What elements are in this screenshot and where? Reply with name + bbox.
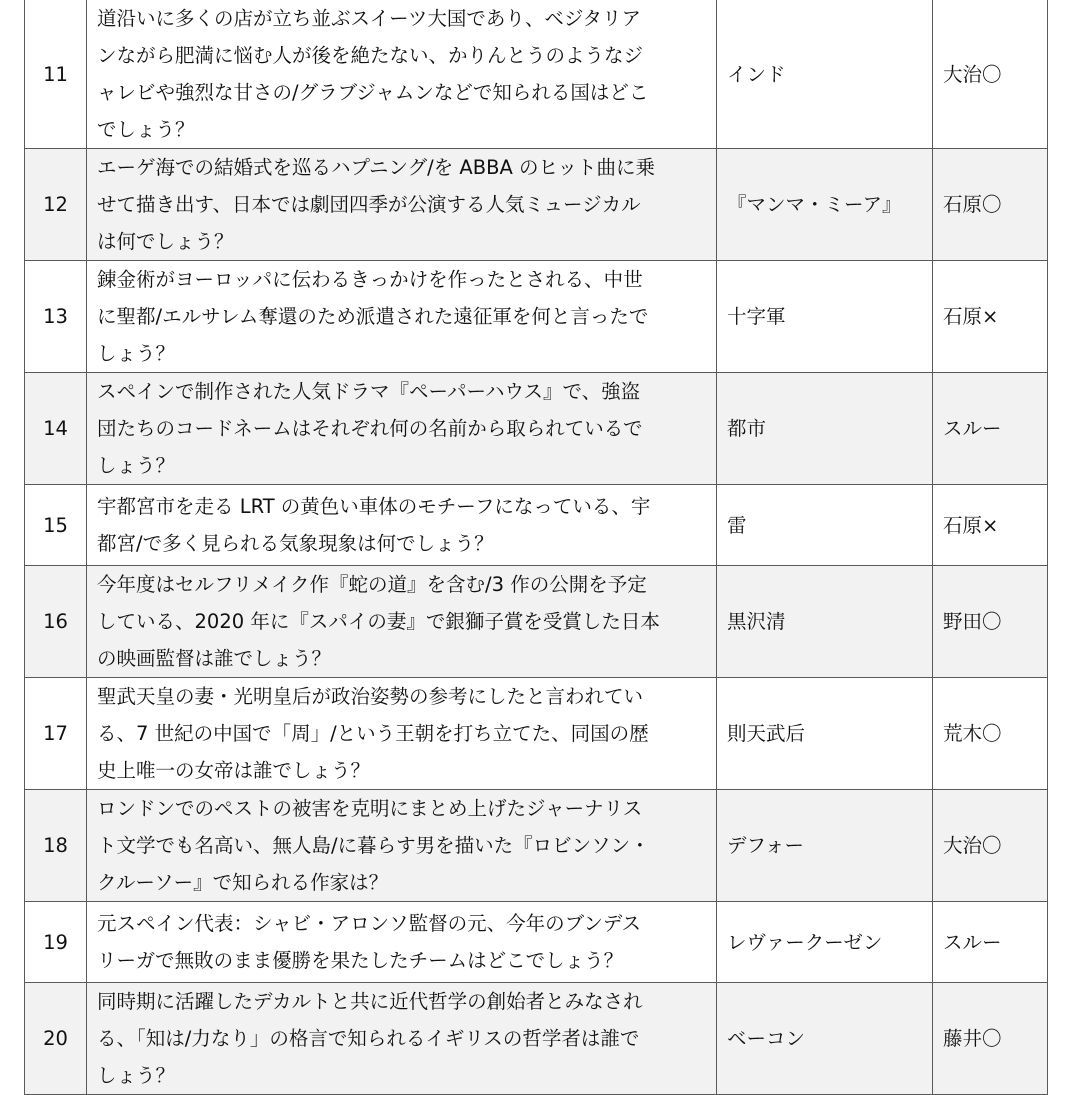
question-number: 13: [25, 261, 87, 373]
table-row: [25, 485, 1048, 566]
answer-cell: ベーコン: [717, 983, 933, 1095]
question-cell: [87, 678, 717, 790]
question-line: 同時期に活躍したデカルトと共に近代哲学の創始者とみなされ: [97, 990, 643, 1013]
question-line: しょう？: [97, 342, 176, 365]
answer-cell: 黒沢清: [717, 566, 933, 678]
question-number: 20: [25, 983, 87, 1095]
question-cell: [87, 0, 717, 149]
question-line: 宇都宮市を走る LRT の黄色い車体のモチーフになっている、宇: [97, 495, 651, 518]
question-cell: [87, 902, 717, 983]
question-number: 16: [25, 566, 87, 678]
result-cell: 大治〇: [933, 0, 1048, 149]
question-number: 18: [25, 790, 87, 902]
question-line: 錬金術がヨーロッパに伝わるきっかけを作ったとされる、中世: [97, 268, 643, 291]
result-cell: スルー: [933, 373, 1048, 485]
question-line: 史上唯一の女帝は誰でしょう？: [97, 759, 371, 782]
answer-cell: レヴァークーゼン: [717, 902, 933, 983]
answer-cell: インド: [717, 0, 933, 149]
question-line: 道沿いに多くの店が立ち並ぶスイーツ大国であり、ベジタリア: [97, 7, 642, 30]
result-cell: 石原〇: [933, 149, 1048, 261]
question-line: しょう？: [97, 454, 176, 477]
question-line: エーゲ海での結婚式を巡るハプニング/を ABBA のヒット曲に乗: [97, 156, 655, 179]
result-cell: スルー: [933, 902, 1048, 983]
question-number: 19: [25, 902, 87, 983]
table-row: [25, 0, 1048, 149]
question-line: ャレビや強烈な甘さの/グラブジャムンなどで知られる国はどこ: [97, 81, 649, 104]
question-number: 17: [25, 678, 87, 790]
result-cell: 荒木〇: [933, 678, 1048, 790]
question-cell: [87, 373, 717, 485]
question-cell: [87, 485, 717, 566]
question-line: 都宮/で多く見られる気象現象は何でしょう？: [97, 532, 494, 555]
question-line: せて描き出す、日本では劇団四季が公演する人気ミュージカル: [97, 193, 641, 216]
table-row: [25, 149, 1048, 261]
table-row: [25, 678, 1048, 790]
table-row: [25, 373, 1048, 485]
result-cell: 石原×: [933, 261, 1048, 373]
question-cell: [87, 983, 717, 1095]
question-line: スペインで制作された人気ドラマ『ペーパーハウス』で、強盗: [97, 380, 641, 403]
question-number: 11: [25, 0, 87, 149]
answer-cell: 十字軍: [717, 261, 933, 373]
question-cell: [87, 261, 717, 373]
question-number: 14: [25, 373, 87, 485]
result-cell: 大治〇: [933, 790, 1048, 902]
question-line: リーガで無敗のまま優勝を果たしたチームはどこでしょう？: [97, 949, 624, 972]
question-line: クルーソー』で知られる作家は？: [97, 871, 389, 894]
question-cell: [87, 566, 717, 678]
question-cell: [87, 790, 717, 902]
answer-cell: 『マンマ・ミーア』: [717, 149, 933, 261]
question-line: でしょう？: [97, 118, 195, 141]
question-line: る、「知は/力なり」の格言で知られるイギリスの哲学者は誰で: [97, 1027, 640, 1050]
question-cell: [87, 149, 717, 261]
question-line: ロンドンでのペストの被害を克明にまとめ上げたジャーナリス: [97, 797, 643, 820]
answer-cell: デフォー: [717, 790, 933, 902]
question-line: ンながら肥満に悩む人が後を絶たない、かりんとうのようなジ: [97, 44, 644, 67]
result-cell: 野田〇: [933, 566, 1048, 678]
question-line: 聖武天皇の妻・光明皇后が政治姿勢の参考にしたと言われてい: [97, 685, 644, 708]
question-line: している、2020 年に『スパイの妻』で銀獅子賞を受賞した日本: [97, 610, 660, 633]
table-row: [25, 566, 1048, 678]
result-cell: 石原×: [933, 485, 1048, 566]
result-cell: 藤井〇: [933, 983, 1048, 1095]
question-line: る、7 世紀の中国で「周」/という王朝を打ち立てた、同国の歴: [97, 722, 649, 745]
question-line: 今年度はセルフリメイク作『蛇の道』を含む/3 作の公開を予定: [97, 573, 647, 596]
question-line: に聖都/エルサレム奪還のため派遣された遠征軍を何と言ったで: [97, 305, 649, 328]
answer-cell: 雷: [717, 485, 933, 566]
table-row: [25, 983, 1048, 1095]
quiz-table: [24, 0, 1048, 1095]
question-line: しょう？: [97, 1064, 176, 1087]
question-number: 12: [25, 149, 87, 261]
question-line: 元スペイン代表：シャビ・アロンソ監督の元、今年のブンデス: [97, 912, 642, 935]
quiz-table-body: [25, 0, 1048, 1095]
answer-cell: 則天武后: [717, 678, 933, 790]
question-number: 15: [25, 485, 87, 566]
question-line: の映画監督は誰でしょう？: [97, 647, 332, 670]
table-row: [25, 790, 1048, 902]
question-line: は何でしょう？: [97, 230, 234, 253]
question-line: ト文学でも名高い、無人島/に暮らす男を描いた『ロビンソン・: [97, 834, 650, 857]
question-line: 団たちのコードネームはそれぞれ何の名前から取られているで: [97, 417, 643, 440]
table-row: [25, 261, 1048, 373]
answer-cell: 都市: [717, 373, 933, 485]
table-row: [25, 902, 1048, 983]
